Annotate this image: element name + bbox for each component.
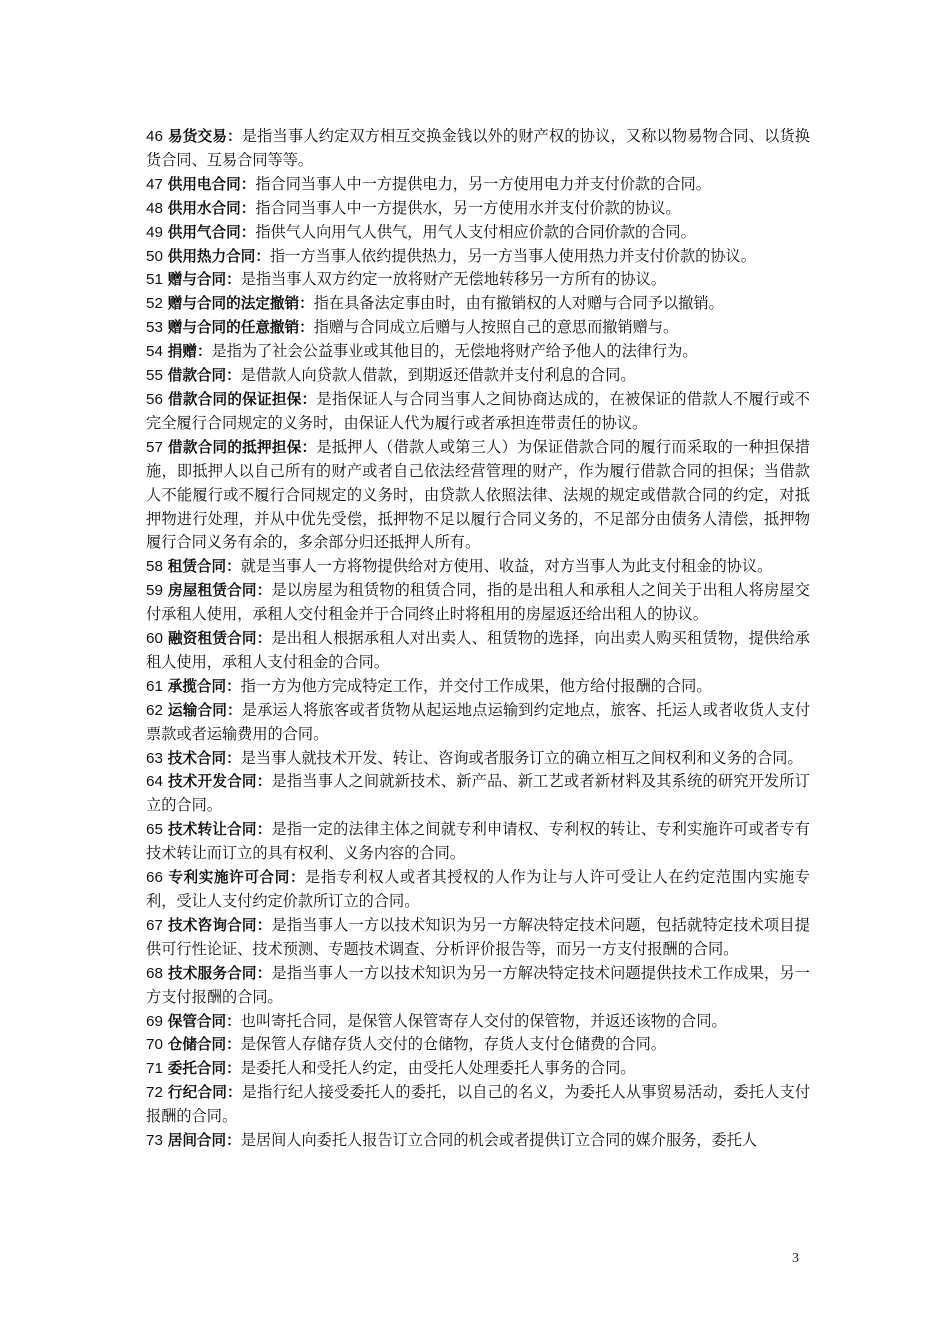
entry-definition: 是居间人向委托人报告订立合同的机会或者提供订立合同的媒介服务，委托人 <box>240 1131 758 1150</box>
entry-term: 技术开发合同 <box>167 773 257 791</box>
entry-number: 51 <box>146 271 163 289</box>
entry-separator: ： <box>301 438 317 456</box>
entry-definition: 指赠与合同成立后赠与人按照自己的意思而撤销赠与。 <box>313 318 679 337</box>
glossary-entry <box>146 627 810 675</box>
entry-term: 赠与合同的法定撤销 <box>167 295 300 313</box>
glossary-entry <box>146 173 810 197</box>
entry-number: 47 <box>146 175 163 193</box>
entry-number: 62 <box>146 701 163 719</box>
entry-term: 专利实施许可合同 <box>168 869 290 887</box>
entry-number: 53 <box>146 319 163 337</box>
glossary-entry <box>146 364 810 388</box>
entry-definition: 是承运人将旅客或者货物从起运地点运输到约定地点，旅客、托运人或者收货人支付票款或者运输费用的合同。 <box>146 700 811 743</box>
entry-number: 69 <box>146 1012 163 1030</box>
glossary-entry <box>146 292 810 316</box>
entry-definition: 是指行纪人接受委托人的委托，以自己的名义，为委托人从事贸易活动，委托人支付报酬的合同。 <box>146 1083 811 1126</box>
entry-term: 供用气合同 <box>167 223 241 241</box>
entry-separator: ： <box>226 1036 241 1054</box>
entry-term: 赠与合同的任意撤销 <box>167 319 300 337</box>
glossary-entry <box>146 316 810 340</box>
entry-number: 72 <box>146 1084 163 1102</box>
entry-term: 居间合同 <box>167 1132 227 1150</box>
entry-separator: ： <box>226 1132 241 1150</box>
entry-term: 技术合同 <box>167 749 227 767</box>
entry-term: 借款合同的保证担保 <box>167 390 302 408</box>
entry-definition: 指合同当事人中一方提供电力，另一方使用电力并支付价款的合同。 <box>255 174 711 193</box>
entry-separator: ： <box>226 677 241 695</box>
entry-number: 60 <box>146 630 163 648</box>
entry-separator: ： <box>256 964 272 982</box>
entry-term: 捐赠 <box>167 343 197 361</box>
glossary-entry <box>146 962 810 1010</box>
entry-number: 73 <box>146 1132 163 1150</box>
entry-separator: ： <box>299 319 314 337</box>
entry-separator: ： <box>240 175 256 193</box>
entry-separator: ： <box>226 1060 241 1078</box>
glossary-entry <box>146 770 810 818</box>
entry-term: 委托合同 <box>167 1060 227 1078</box>
glossary-entry <box>146 436 810 556</box>
entry-separator: ： <box>196 343 212 361</box>
glossary-entry <box>146 388 810 436</box>
entry-term: 技术咨询合同 <box>167 916 257 934</box>
entry-term: 承揽合同 <box>167 677 227 695</box>
entry-definition: 是指专利权人或者其授权的人作为让与人许可受让人在约定范围内实施专利，受让人支付约定价款所订立的合同。 <box>146 868 810 910</box>
entry-definition: 也叫寄托合同，是保管人保管寄存人交付的保管物，并返还该物的合同。 <box>240 1011 727 1030</box>
glossary-list <box>146 125 810 1153</box>
entry-term: 保管合同 <box>167 1012 227 1030</box>
page-number: 3 <box>792 1251 799 1266</box>
entry-number: 49 <box>146 223 163 241</box>
entry-separator: ： <box>240 199 256 217</box>
entry-term: 借款合同的抵押担保 <box>167 438 302 456</box>
entry-definition: 就是当事人一方将物提供给对方使用、收益，对方当事人为此支付租金的协议。 <box>240 557 773 576</box>
entry-definition: 是委托人和受托人约定，由受托人处理委托人事务的合同。 <box>240 1059 636 1078</box>
entry-number: 63 <box>146 749 163 767</box>
entry-separator: ： <box>301 390 317 408</box>
glossary-entry <box>146 1010 810 1034</box>
entry-number: 61 <box>146 677 163 695</box>
glossary-entry <box>146 1057 810 1081</box>
entry-definition: 是指当事人约定双方相互交换金钱以外的财产权的协议，又称以物易物合同、以货换货合同、互易合同等等。 <box>146 127 811 169</box>
entry-term: 技术转让合同 <box>167 821 257 839</box>
glossary-entry <box>146 125 810 173</box>
entry-term: 借款合同 <box>167 367 227 385</box>
glossary-entry <box>146 699 810 747</box>
entry-number: 71 <box>146 1060 163 1078</box>
entry-term: 融资租赁合同 <box>167 630 257 648</box>
entry-separator: ： <box>256 821 272 839</box>
entry-term: 赠与合同 <box>167 271 227 289</box>
entry-definition: 指供气人向用气人供气，用气人支付相应价款的合同价款的合同。 <box>255 222 696 241</box>
entry-number: 66 <box>146 869 163 887</box>
glossary-entry <box>146 245 810 269</box>
entry-definition: 是指保证人与合同当事人之间协商达成的，在被保证的借款人不履行或不完全履行合同规定的义务时，由保证人代为履行或者承担连带责任的协议。 <box>146 389 810 432</box>
entry-definition: 是指一定的法律主体之间就专利申请权、专利权的转让、专利实施许可或者专有技术转让而订立的具有权利、义务内容的合同。 <box>146 820 810 863</box>
entry-number: 52 <box>146 295 163 313</box>
entry-separator: ： <box>289 869 306 887</box>
entry-definition: 是指当事人之间就新技术、新产品、新工艺或者新材料及其系统的研究开发所订立的合同。 <box>146 772 810 815</box>
entry-term: 租赁合同 <box>167 558 227 576</box>
entry-number: 58 <box>146 558 163 576</box>
glossary-entry <box>146 914 810 962</box>
entry-number: 46 <box>146 128 163 145</box>
entry-term: 供用热力合同 <box>167 247 256 265</box>
glossary-entry <box>146 268 810 292</box>
entry-term: 供用水合同 <box>167 199 241 217</box>
entry-definition: 指合同当事人中一方提供水，另一方使用水并支付价款的协议。 <box>255 198 681 217</box>
entry-number: 65 <box>146 821 163 839</box>
entry-separator: ： <box>227 701 242 719</box>
entry-term: 供用电合同 <box>167 175 241 193</box>
glossary-entry <box>146 1081 810 1129</box>
glossary-entry <box>146 818 810 866</box>
entry-number: 50 <box>146 247 163 265</box>
entry-term: 行纪合同 <box>167 1084 227 1102</box>
entry-number: 57 <box>146 438 163 456</box>
entry-number: 68 <box>146 964 163 982</box>
glossary-entry <box>146 675 810 699</box>
entry-definition: 是指当事人一方以技术知识为另一方解决特定技术问题提供技术工作成果，另一方支付报酬的合同。 <box>146 963 810 1006</box>
glossary-entry <box>146 197 810 221</box>
glossary-entry <box>146 747 810 771</box>
entry-separator: ： <box>256 773 272 791</box>
entry-number: 59 <box>146 582 163 600</box>
entry-number: 70 <box>146 1036 163 1054</box>
entry-separator: ： <box>226 1012 241 1030</box>
entry-separator: ： <box>226 558 241 576</box>
glossary-entry <box>146 340 810 364</box>
entry-definition: 是抵押人（借款人或第三人）为保证借款合同的履行而采取的一种担保措施，即抵押人以自己所有的财产或者自己依法经营管理的财产，作为履行借款合同的担保；当借款人不能履行或不履行合同规定的义务时，由贷款人依照法律、法规的规定或借款合同的约定，对抵押物进行处理，并从中优先受偿，抵押物不足以履行合同义务的，不足部分由债务人清偿，抵押物履行合同义务有余的，多余部分归还抵押人所有。 <box>146 437 810 552</box>
entry-separator: ： <box>226 749 241 767</box>
entry-definition: 指一方当事人依约提供热力，另一方当事人使用热力并支付价款的协议。 <box>269 246 756 265</box>
entry-term: 易货交易 <box>167 128 227 145</box>
entry-number: 55 <box>146 367 163 385</box>
entry-separator: ： <box>227 1084 242 1102</box>
entry-separator: ： <box>256 916 272 934</box>
entry-term: 房屋租赁合同 <box>167 582 257 600</box>
entry-term: 仓储合同 <box>167 1036 227 1054</box>
entry-definition: 是借款人向贷款人借款，到期返还借款并支付利息的合同。 <box>240 366 636 385</box>
entry-number: 56 <box>146 390 163 408</box>
entry-number: 54 <box>146 343 163 361</box>
entry-term: 技术服务合同 <box>167 964 257 982</box>
entry-definition: 是保管人存储存货人交付的仓储物，存货人支付仓储费的合同。 <box>240 1035 666 1054</box>
entry-separator: ： <box>240 223 256 241</box>
glossary-entry <box>146 221 810 245</box>
entry-separator: ： <box>256 582 272 600</box>
entry-separator: ： <box>227 128 242 145</box>
entry-separator: ： <box>299 295 314 313</box>
glossary-entry <box>146 555 810 579</box>
glossary-entry <box>146 579 810 627</box>
entry-number: 48 <box>146 199 163 217</box>
entry-definition: 指在具备法定事由时，由有撤销权的人对赠与合同予以撤销。 <box>313 294 724 313</box>
entry-separator: ： <box>226 367 241 385</box>
entry-definition: 是指当事人双方约定一放将财产无偿地转移另一方所有的协议。 <box>240 270 666 289</box>
entry-definition: 是出租人根据承租人对出卖人、租赁物的选择，向出卖人购买租赁物，提供给承租人使用，承租人支付租金的合同。 <box>146 629 810 671</box>
entry-separator: ： <box>226 271 241 289</box>
entry-definition: 是指为了社会公益事业或其他目的，无偿地将财产给予他人的法律行为。 <box>211 342 698 361</box>
glossary-entry <box>146 1129 810 1153</box>
entry-definition: 是当事人就技术开发、转让、咨询或者服务订立的确立相互之间权利和义务的合同。 <box>240 748 803 767</box>
entry-definition: 是指当事人一方以技术知识为另一方解决特定技术问题，包括就特定技术项目提供可行性论证、技术预测、专题技术调查、分析评价报告等，而另一方支付报酬的合同。 <box>146 915 810 958</box>
entry-definition: 指一方为他方完成特定工作，并交付工作成果，他方给付报酬的合同。 <box>240 676 712 695</box>
glossary-entry <box>146 866 810 914</box>
entry-separator: ： <box>256 630 272 648</box>
entry-definition: 是以房屋为租赁物的租赁合同，指的是出租人和承租人之间关于出租人将房屋交付承租人使用，承租人交付租金并于合同终止时将租用的房屋返还给出租人的协议。 <box>146 581 810 624</box>
glossary-entry <box>146 1033 810 1057</box>
entry-number: 67 <box>146 916 163 934</box>
entry-separator: ： <box>255 247 270 265</box>
entry-number: 64 <box>146 773 163 791</box>
entry-term: 运输合同 <box>167 701 227 719</box>
